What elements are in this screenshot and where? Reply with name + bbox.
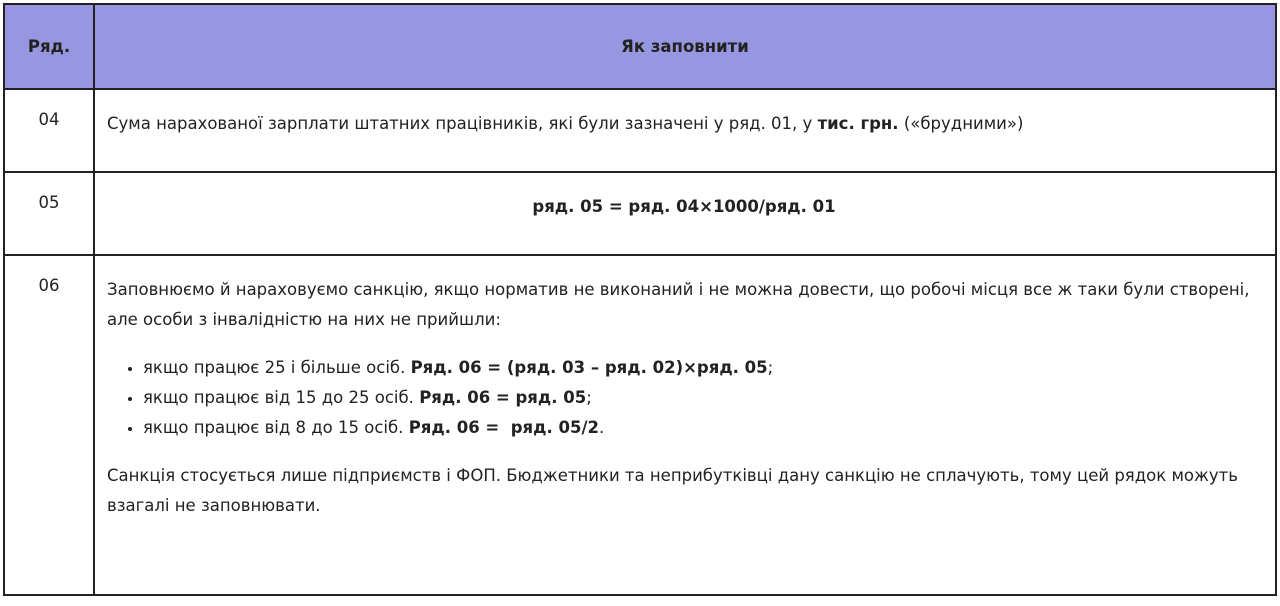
- table-row: [4, 172, 1276, 255]
- formula: Ряд. 06 = ряд. 05/2: [408, 418, 599, 437]
- row-description: [94, 89, 1276, 172]
- row-number: 04: [4, 89, 94, 172]
- text: .: [598, 418, 605, 437]
- instructions-table: [3, 3, 1277, 596]
- text: якщо працює 25 і більше осіб.: [143, 358, 411, 377]
- intro-text: Заповнюємо й нараховуємо санкцію, якщо норматив не виконаний і не можна довести, що робочі місця все ж таки були створені, але особи з інвалідністю на них не прийшли:: [107, 280, 1250, 329]
- text: ;: [586, 388, 592, 407]
- header-row-number: Ряд.: [4, 4, 94, 89]
- table-row: [4, 89, 1276, 172]
- row-description: [94, 255, 1276, 595]
- text: ;: [767, 358, 774, 377]
- list-item: [143, 413, 1261, 443]
- row-number: 05: [4, 172, 94, 255]
- text: якщо працює від 8 до 15 осіб.: [143, 418, 409, 437]
- text: Сума нарахованої зарплати штатних працівників, які були зазначені у ряд. 01, у: [107, 114, 818, 133]
- header-row: [4, 4, 1276, 89]
- note-text: Санкція стосується лише підприємств і ФОП. Бюджетники та неприбутківці дану санкцію не сплачують, тому цей рядок можуть взагалі не заповнювати.: [107, 466, 1238, 515]
- list-item: [143, 383, 1261, 413]
- header-how-to-fill: Як заповнити: [94, 4, 1276, 89]
- bold-text: тис. грн.: [817, 114, 899, 133]
- formula: Ряд. 06 = ряд. 05: [419, 388, 587, 407]
- text: («брудними»): [898, 114, 1024, 133]
- conditions-list: [107, 353, 1261, 443]
- row-formula: ряд. 05 = ряд. 04×1000/ряд. 01: [94, 172, 1276, 255]
- row-number: 06: [4, 255, 94, 595]
- formula: Ряд. 06 = (ряд. 03 – ряд. 02)×ряд. 05: [410, 358, 768, 377]
- text: якщо працює від 15 до 25 осіб.: [143, 388, 420, 407]
- table-row: [4, 255, 1276, 595]
- list-item: [143, 353, 1261, 383]
